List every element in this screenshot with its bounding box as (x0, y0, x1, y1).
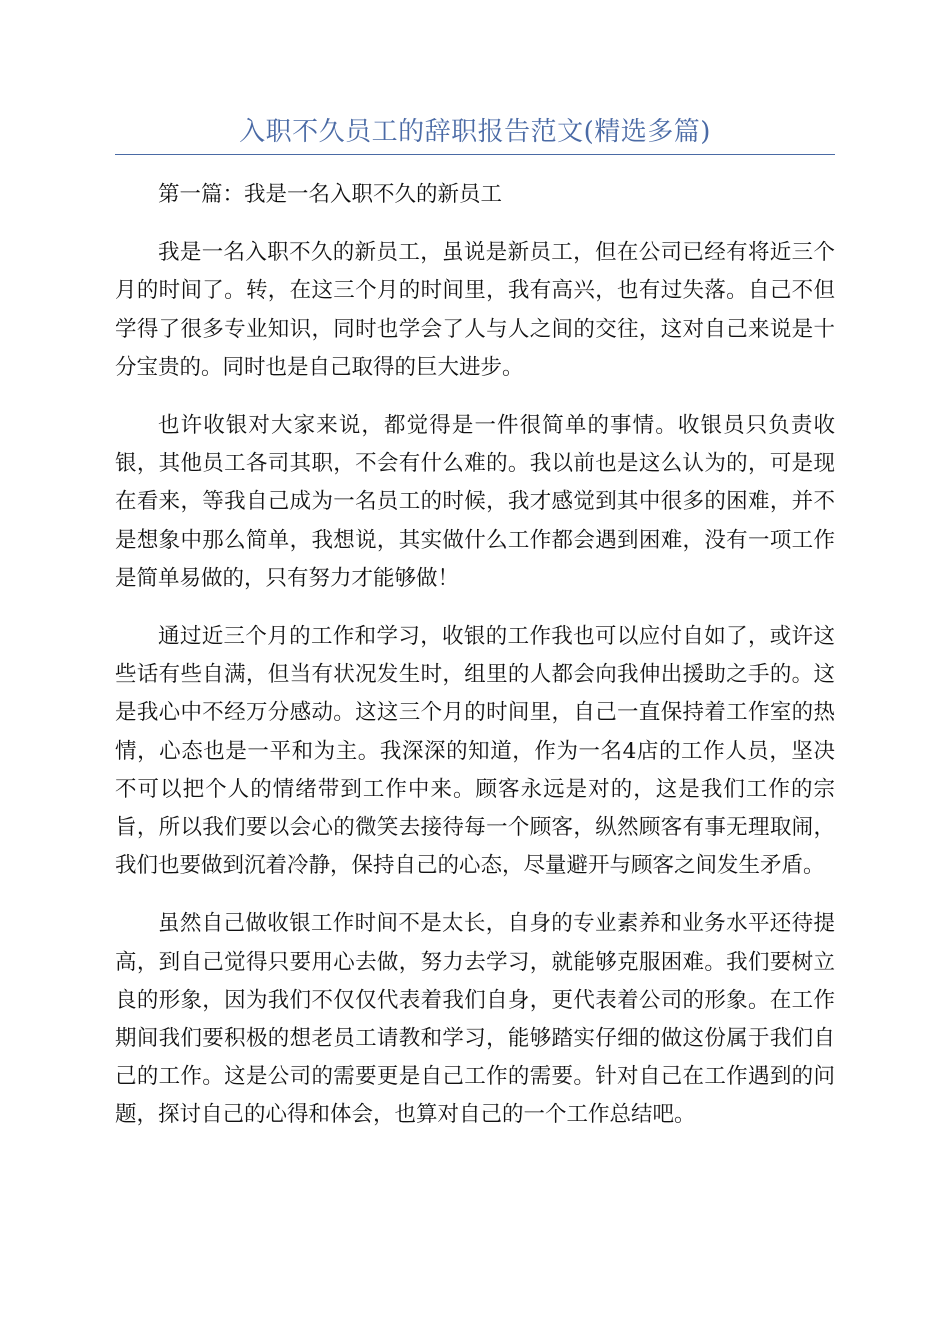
title-underline (115, 154, 835, 155)
paragraph-4: 虽然自己做收银工作时间不是太长，自身的专业素养和业务水平还待提高，到自己觉得只要用心去做，努力去学习，就能够克服困难。我们要树立良的形象，因为我们不仅仅代表着我们自身，更代表着公司的形象。在工作期间我们要积极的想老员工请教和学习，能够踏实仔细的做这份属于我们自己的工作。这是公司的需要更是自己工作的需要。针对自己在工作遇到的问题，探讨自己的心得和体会，也算对自己的一个工作总结吧。 (115, 911, 835, 1128)
paragraph-1: 我是一名入职不久的新员工，虽说是新员工，但在公司已经有将近三个月的时间了。转，在这三个月的时间里，我有高兴，也有过失落。自己不但学得了很多专业知识，同时也学会了人与人之间的交往，这对自己来说是十分宝贵的。同时也是自己取得的巨大进步。 (115, 240, 835, 380)
paragraph-2: 也许收银对大家来说，都觉得是一件很简单的事情。收银员只负责收银，其他员工各司其职，不会有什么难的。我以前也是这么认为的，可是现在看来，等我自己成为一名员工的时候，我才感觉到其中很多的困难，并不是想象中那么简单，我想说，其实做什么工作都会遇到困难，没有一项工作是简单易做的，只有努力才能够做！ (115, 413, 835, 591)
document-body (115, 176, 835, 1135)
section-heading: 第一篇：我是一名入职不久的新员工 (158, 182, 503, 207)
document-title: 入职不久员工的辞职报告范文(精选多篇) (239, 117, 711, 147)
paragraph-3: 通过近三个月的工作和学习，收银的工作我也可以应付自如了，或许这些话有些自满，但当有状况发生时，组里的人都会向我伸出援助之手的。这是我心中不经万分感动。这这三个月的时间里，自己一直保持着工作室的热情，心态也是一平和为主。我深深的知道，作为一名4店的工作人员，坚决不可以把个人的情绪带到工作中来。顾客永远是对的，这是我们工作的宗旨，所以我们要以会心的微笑去接待每一个顾客，纵然顾客有事无理取闹，我们也要做到沉着冷静，保持自己的心态，尽量避开与顾客之间发生矛盾。 (115, 624, 835, 879)
